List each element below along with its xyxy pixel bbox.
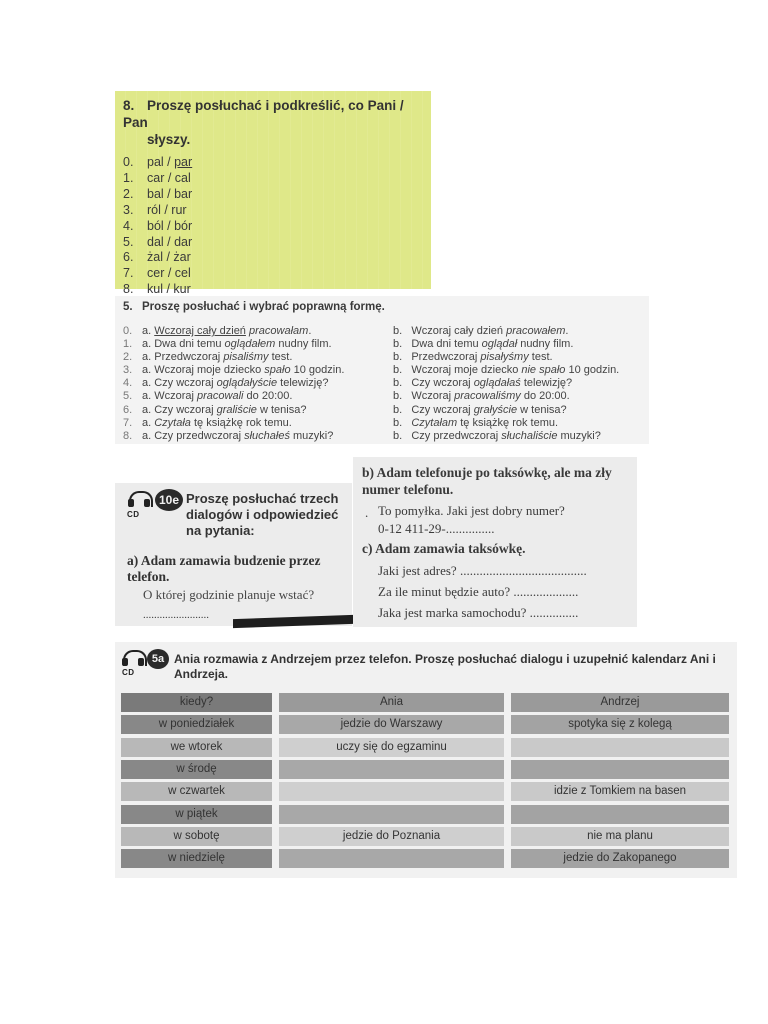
word-pair-item bbox=[123, 235, 423, 251]
option-b: b. Przedwczoraj pisałyśmy test. bbox=[393, 351, 553, 364]
ania-cell bbox=[279, 782, 504, 801]
exercise-5-panel bbox=[115, 296, 649, 444]
andrzej-cell: idzie z Tomkiem na basen bbox=[511, 782, 729, 801]
dialog-b-line: To pomyłka. Jaki jest dobry numer? bbox=[378, 503, 565, 518]
title-line: słyszy. bbox=[147, 132, 191, 147]
word-pair: dal / dar bbox=[147, 234, 193, 249]
item-number: 1. bbox=[123, 170, 134, 185]
word-pair-item bbox=[123, 266, 423, 282]
ania-cell: uczy się do egzaminu bbox=[279, 738, 504, 757]
exercise-5-title bbox=[123, 299, 639, 315]
row-number: 3. bbox=[123, 364, 133, 377]
word-pair: pal / bbox=[147, 155, 175, 169]
item-number: 3. bbox=[123, 202, 134, 217]
title-text: Proszę posłuchać i wybrać poprawną formę. bbox=[142, 301, 385, 313]
andrzej-cell: nie ma planu bbox=[511, 827, 729, 846]
exercise-5a-heading: Ania rozmawia z Andrzejem przez telefon. Proszę posłuchać dialogu i uzupełnić kalendarz Ani i Andrzeja. bbox=[174, 652, 716, 681]
day-cell: w sobotę bbox=[121, 827, 272, 846]
exercise-10e-continued-panel bbox=[353, 457, 637, 627]
option-a: a. Wczoraj pracowali do 20:00. bbox=[142, 390, 293, 403]
item-number: 5. bbox=[123, 234, 134, 249]
row-number: 0. bbox=[123, 325, 133, 337]
ania-cell bbox=[279, 805, 504, 824]
dialog-a-question: O której godzinie planuje wstać? bbox=[143, 587, 315, 602]
word-pair-item bbox=[123, 219, 423, 235]
option-a: a. Czy wczoraj oglądałyście telewizję? bbox=[142, 377, 329, 390]
word-pair-item bbox=[123, 250, 423, 266]
word-pair: cer / cel bbox=[147, 266, 191, 281]
exercise-badge: 10e bbox=[155, 489, 183, 511]
row-number: 1. bbox=[123, 338, 133, 351]
item-number: 8. bbox=[123, 282, 134, 297]
option-b: b. Wczoraj moje dziecko nie spało 10 godzin. bbox=[393, 364, 620, 377]
option-b: b. Wczoraj pracowaliśmy do 20:00. bbox=[393, 390, 570, 403]
word-pair-item bbox=[123, 171, 423, 187]
word-pair-item bbox=[123, 203, 423, 219]
word-pair: kul / kur bbox=[147, 282, 191, 297]
day-cell: w poniedziałek bbox=[121, 715, 272, 734]
option-b: b. Wczoraj cały dzień pracowałem. bbox=[393, 325, 569, 337]
word-pair: żal / żar bbox=[147, 250, 191, 265]
andrzej-cell: jedzie do Zakopanego bbox=[511, 849, 729, 868]
day-cell: w środę bbox=[121, 760, 272, 779]
andrzej-cell bbox=[511, 738, 729, 757]
choice-row bbox=[123, 390, 639, 403]
option-a: a. Czytała tę książkę rok temu. bbox=[142, 416, 292, 429]
cd-label: CD bbox=[122, 668, 135, 677]
scan-edge-shadow bbox=[233, 615, 353, 628]
dialog-b-line: 0-12 411-29-............... bbox=[378, 521, 495, 536]
table-header-cell: Ania bbox=[279, 693, 504, 712]
item-number: 6. bbox=[123, 250, 134, 265]
underlined-answer: par bbox=[174, 155, 193, 169]
row-number: 7. bbox=[123, 416, 133, 429]
option-a: a. Wczoraj moje dziecko spało 10 godzin. bbox=[142, 364, 345, 377]
row-number: 4. bbox=[123, 377, 133, 390]
ania-cell: jedzie do Warszawy bbox=[279, 715, 504, 734]
word-pair: car / cal bbox=[147, 170, 191, 185]
word-pair-item bbox=[123, 187, 423, 203]
choice-row bbox=[123, 364, 639, 377]
item-number: 0. bbox=[123, 155, 134, 169]
andrzej-cell bbox=[511, 805, 729, 824]
exercise-number: 5. bbox=[123, 301, 133, 313]
andrzej-cell: spotyka się z kolegą bbox=[511, 715, 729, 734]
choice-rows bbox=[123, 325, 639, 443]
option-b: b. Czy wczoraj oglądałaś telewizję? bbox=[393, 377, 573, 390]
table-header-cell: kiedy? bbox=[121, 693, 272, 712]
row-number: 2. bbox=[123, 351, 133, 364]
choice-row bbox=[123, 325, 639, 338]
exercise-badge: 5a bbox=[147, 649, 169, 669]
row-number: 6. bbox=[123, 403, 133, 416]
option-a: a. Dwa dni temu oglądałem nudny film. bbox=[142, 338, 332, 351]
dialog-c-title: c) Adam zamawia taksówkę. bbox=[362, 541, 526, 556]
exercise-5a-panel bbox=[115, 642, 737, 878]
choice-row bbox=[123, 404, 639, 417]
answer-blank: ........................ bbox=[143, 609, 209, 621]
item-number: 7. bbox=[123, 266, 134, 281]
ania-cell bbox=[279, 849, 504, 868]
option-b: b. Dwa dni temu oglądał nudny film. bbox=[393, 338, 574, 351]
choice-row bbox=[123, 430, 639, 443]
dialog-c-line: Jaki jest adres? ....................................... bbox=[378, 563, 587, 578]
andrzej-cell bbox=[511, 760, 729, 779]
table-header-cell: Andrzej bbox=[511, 693, 729, 712]
exercise-8-panel bbox=[115, 91, 431, 297]
day-cell: w czwartek bbox=[121, 782, 272, 801]
row-number: 5. bbox=[123, 390, 133, 403]
ania-cell: jedzie do Poznania bbox=[279, 827, 504, 846]
choice-row bbox=[123, 417, 639, 430]
option-a: a. Czy przedwczoraj słuchałeś muzyki? bbox=[142, 429, 334, 442]
dialog-b-title: b) Adam telefonuje po taksówkę, ale ma zły numer telefonu. bbox=[362, 465, 612, 497]
option-b: b. Czy wczoraj grałyście w tenisa? bbox=[393, 403, 567, 416]
dialog-c-line: Jaka jest marka samochodu? ............... bbox=[378, 605, 579, 620]
day-cell: w niedzielę bbox=[121, 849, 272, 868]
word-pair-item bbox=[123, 155, 423, 171]
option-b: b. Czy przedwczoraj słuchaliście muzyki? bbox=[393, 429, 601, 442]
word-pair-list bbox=[123, 155, 423, 298]
item-number: 2. bbox=[123, 186, 134, 201]
bullet-dot: . bbox=[365, 505, 369, 520]
option-a: a. Wczoraj cały dzień pracowałam. bbox=[142, 325, 312, 337]
exercise-8-title bbox=[123, 97, 423, 148]
word-pair: bal / bar bbox=[147, 186, 193, 201]
choice-row bbox=[123, 377, 639, 390]
dialog-a-title: a) Adam zamawia budzenie przez telefon. bbox=[127, 553, 321, 584]
exercise-number: 8. bbox=[123, 98, 135, 113]
word-pair: ból / bór bbox=[147, 218, 193, 233]
cd-label: CD bbox=[127, 510, 140, 519]
word-pair: ról / rur bbox=[147, 202, 187, 217]
choice-row bbox=[123, 338, 639, 351]
item-number: 4. bbox=[123, 218, 134, 233]
choice-row bbox=[123, 351, 639, 364]
dialog-c-line: Za ile minut będzie auto? .................... bbox=[378, 584, 579, 599]
day-cell: w piątek bbox=[121, 805, 272, 824]
option-b: b. Czytałam tę książkę rok temu. bbox=[393, 416, 559, 429]
row-number: 8. bbox=[123, 429, 133, 442]
day-cell: we wtorek bbox=[121, 738, 272, 757]
option-a: a. Czy wczoraj graliście w tenisa? bbox=[142, 403, 307, 416]
option-a: a. Przedwczoraj pisaliśmy test. bbox=[142, 351, 293, 364]
title-line: Proszę posłuchać i podkreślić, co Pani / Pan bbox=[123, 98, 404, 130]
exercise-10e-heading: Proszę posłuchać trzech dialogów i odpowiedzieć na pytania: bbox=[186, 491, 339, 538]
ania-cell bbox=[279, 760, 504, 779]
exercise-10e-panel bbox=[115, 483, 352, 626]
